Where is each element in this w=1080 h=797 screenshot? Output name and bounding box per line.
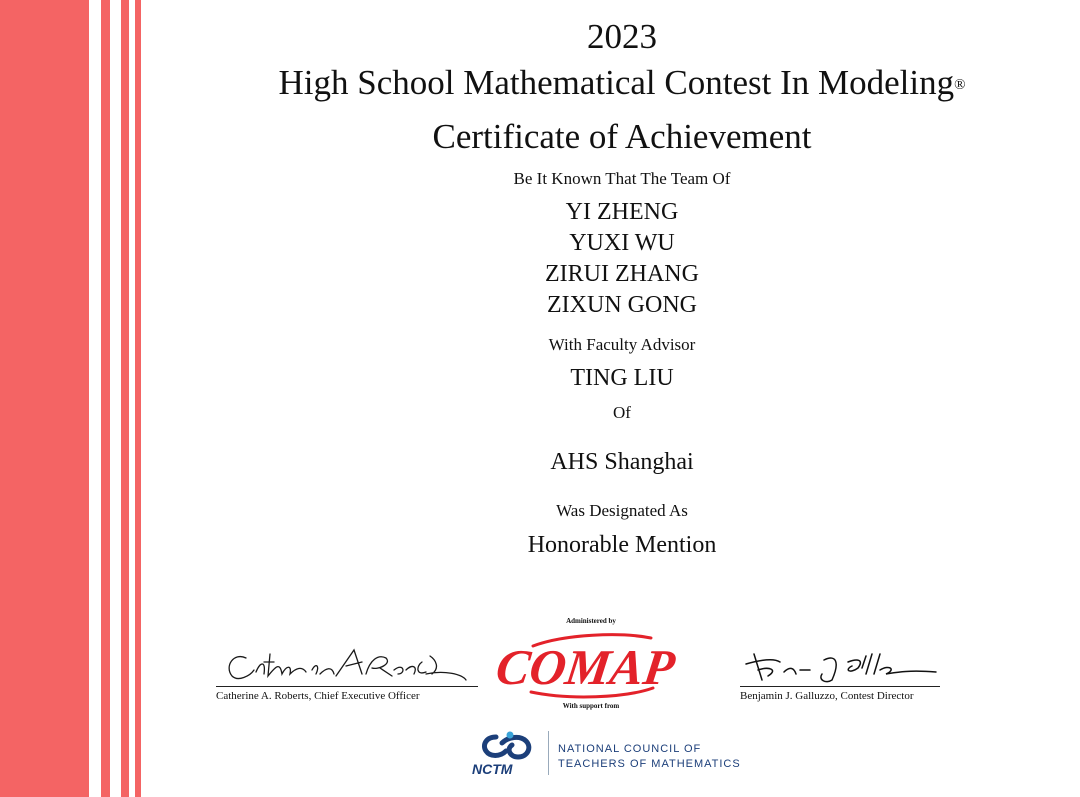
ceo-caption: Catherine A. Roberts, Chief Executive Officer xyxy=(216,690,420,702)
team-member: ZIRUI ZHANG xyxy=(545,261,699,287)
signature-line xyxy=(740,686,940,687)
advisor-label: With Faculty Advisor xyxy=(548,335,696,354)
intro-text: Be It Known That The Team Of xyxy=(513,169,731,188)
border-stripe-3 xyxy=(135,0,141,797)
of-label: Of xyxy=(613,403,631,422)
director-signature xyxy=(740,640,940,686)
team-member: ZIXUN GONG xyxy=(547,292,697,318)
contest-name xyxy=(164,62,1080,104)
nctm-full-name xyxy=(558,742,741,772)
signature-line xyxy=(216,686,478,687)
support-label: With support from xyxy=(562,702,620,710)
administered-by-label: Administered by xyxy=(566,617,616,625)
nctm-emblem-icon xyxy=(478,729,538,763)
border-stripe-2 xyxy=(121,0,129,797)
ceo-signature xyxy=(216,640,478,686)
comap-logo xyxy=(492,628,679,702)
team-member: YI ZHENG xyxy=(565,199,679,225)
signature-block-ceo xyxy=(216,640,478,703)
nctm-divider xyxy=(548,731,549,775)
designation: Honorable Mention xyxy=(527,532,717,558)
nctm-line-1: NATIONAL COUNCIL OF xyxy=(558,743,702,755)
comap-logo-block xyxy=(492,617,679,711)
border-stripe-wide xyxy=(0,0,89,797)
team-member: YUXI WU xyxy=(569,230,675,256)
contest-name-text: High School Mathematical Contest In Modeling xyxy=(278,63,955,102)
director-caption: Benjamin J. Galluzzo, Contest Director xyxy=(740,690,914,702)
certificate-title: Certificate of Achievement xyxy=(432,117,812,156)
certificate-year: 2023 xyxy=(587,17,657,56)
nctm-abbrev: NCTM xyxy=(472,761,513,777)
signature-block-director xyxy=(740,640,940,703)
designation-label: Was Designated As xyxy=(556,501,688,520)
border-stripe-1 xyxy=(101,0,110,797)
registered-mark: ® xyxy=(954,77,966,93)
nctm-logo xyxy=(470,727,750,777)
advisor-name: TING LIU xyxy=(570,365,674,391)
comap-wordmark: COMAP xyxy=(492,639,679,695)
school-name: AHS Shanghai xyxy=(550,449,694,475)
nctm-line-2: TEACHERS OF MATHEMATICS xyxy=(558,758,741,770)
